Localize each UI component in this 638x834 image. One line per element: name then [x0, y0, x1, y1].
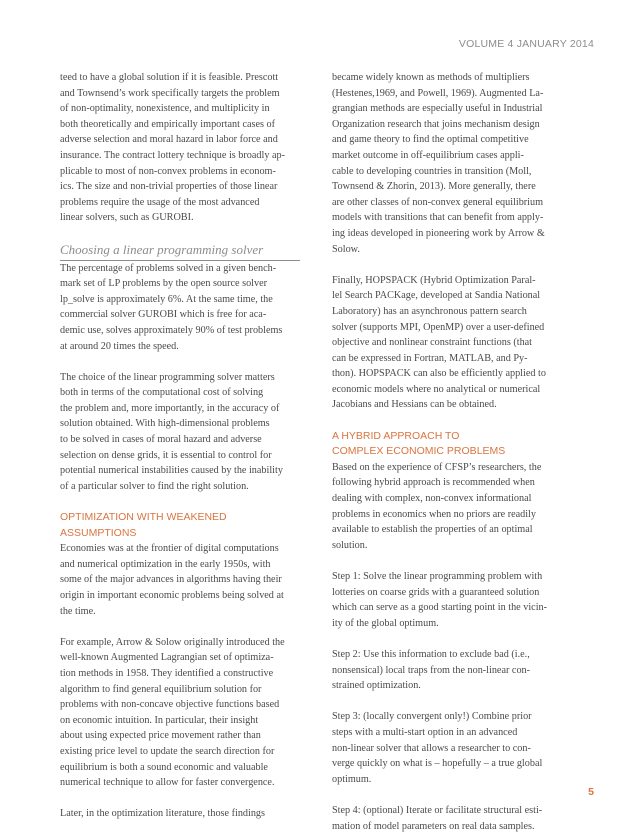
- left-paragraph-4: Economies was at the frontier of digital computations and numerical optimization in the early 1950s, with some of the major advances in algorithms having their origin in important economic problems being solved at the time.: [60, 543, 284, 617]
- right-paragraph-1: became widely known as methods of multipliers (Hestenes,1969, and Powell, 1969). Augmented La- grangian methods are especially useful in Industrial Organization research that joins mechanism design and game theory to find the optimal competitive market outcome in off-equilibrium cases appli- cable to developing countries in transition (Moll, Townsend & Zhorin, 2013). More generally, there are other classes of non-convex general equilibrium models with transitions that can benefit from apply- ing ideas developed in pioneering work by Arrow & Solow.: [332, 72, 545, 255]
- right-paragraph-2: Finally, HOPSPACK (Hybrid Optimization Paral- lel Search PACKage, developed at Sandia National Laboratory) has an asynchronous pattern search solver (supports MPI, OpenMP) over a user-defined objective and nonlinear constraint functions (that can be expressed in Fortran, MATLAB, and Py- thon). HOPSPACK can also be efficiently applied to economic models where no analytical or numerical Jacobians and Hessians can be obtained.: [332, 274, 546, 411]
- left-paragraph-3: The choice of the linear programming solver matters both in terms of the computational cost of solving the problem and, more importantly, in the accuracy of solution obtained. With high-dimensional problems to be solved in cases of moral hazard and adverse selection on dense grids, it is essential to control for potential numerical instabilities caused by the inability of a particular solver to find the right solution.: [60, 371, 283, 492]
- section-heading-optimization: OPTIMIZATION WITH WEAKENED ASSUMPTIONS: [60, 511, 227, 539]
- subheading-linear-solver: Choosing a linear programming solver: [60, 242, 300, 261]
- step-1-paragraph: Step 1: Solve the linear programming problem with lotteries on coarse grids with a guaranteed solution which can serve as a good starting point in the vicin- ity of the global optimum.: [332, 571, 548, 629]
- left-paragraph-5: For example, Arrow & Solow originally introduced the well-known Augmented Lagrangian set of optimiza- tion methods in 1958. They identified a constructive algorithm to find general equilibrium solution for problems with non-concave objective functions based on economic intuition. In particular, their insight about using expected price movement rather than existing price level to update the search direction for equilibrium is both a sound economic and valuable numerical technique to allow for faster convergence.: [60, 636, 285, 789]
- right-column: [332, 70, 572, 834]
- volume-header: VOLUME 4 JANUARY 2014: [458, 38, 594, 50]
- left-paragraph-1: teed to have a global solution if it is feasible. Prescott and Townsend’s work specifically targets the problem of non-optimality, nonexistence, and multiplicity in both theoretically and empirically important cases of adverse selection and moral hazard in labor force and insurance. The contract lottery technique is broadly ap- plicable to most of non-convex problems in econom- ics. The size and non-trivial properties of those linear problems require the usage of the most advanced linear solvers, such as GUROBI.: [60, 72, 285, 224]
- page-number: 5: [588, 786, 594, 798]
- left-paragraph-2: The percentage of problems solved in a given bench- mark set of LP problems by the open source solver lp_solve is approximately 6%. At the same time, the commercial solver GUROBI which is free for aca- demic use, solves approximately 90% of test problems at around 20 times the speed.: [60, 262, 283, 352]
- left-paragraph-6: Later, in the optimization literature, those findings: [60, 808, 265, 820]
- section-heading-hybrid: A HYBRID APPROACH TO COMPLEX ECONOMIC PROBLEMS: [332, 429, 506, 458]
- step-3-paragraph: Step 3: (locally convergent only!) Combine prior steps with a multi-start option in an advanced non-linear solver that allows a researcher to con- verge quickly on what is – hopefully – a true global optimum.: [332, 711, 543, 785]
- left-column: [60, 70, 300, 822]
- step-2-paragraph: Step 2: Use this information to exclude bad (i.e., nonsensical) local traps from the non-linear con- strained optimization.: [332, 648, 531, 692]
- step-4-paragraph: Step 4: (optional) Iterate or facilitate structural esti- mation of model parameters on real data samples.: [332, 804, 543, 832]
- right-paragraph-3: Based on the experience of CFSP’s researchers, the following hybrid approach is recommended when dealing with complex, non-convex informational problems in economics when no priors are readily available to establish the properties of an optimal solution.: [332, 461, 542, 551]
